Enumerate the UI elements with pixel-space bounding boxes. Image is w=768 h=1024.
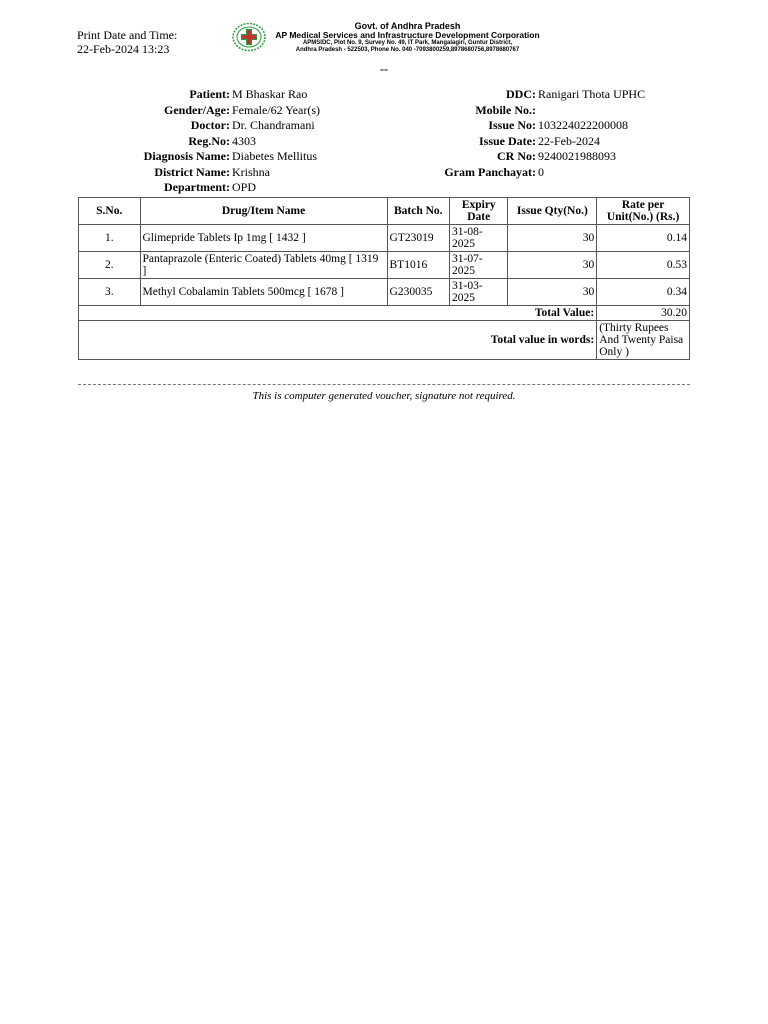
header-dashes: -- (380, 62, 388, 76)
print-date-block (77, 28, 177, 56)
info-value: Diabetes Mellitus (232, 149, 317, 163)
info-value: 4303 (232, 133, 256, 148)
organization-header (270, 22, 545, 54)
info-label: Mobile No.: (475, 102, 536, 117)
header-batch: Batch No. (387, 198, 450, 225)
info-label: Department: (164, 180, 230, 194)
org-name: AP Medical Services and Infrastructure Development Corporation (275, 30, 540, 40)
info-value: M Bhaskar Rao (232, 87, 308, 101)
header-drug: Drug/Item Name (140, 198, 387, 225)
drug-items-table (78, 197, 690, 360)
info-label: Doctor: (190, 118, 230, 132)
cell-drug: Pantaprazole (Enteric Coated) Tablets 40mg [ 1319 ] (140, 252, 387, 279)
dashed-divider (78, 384, 690, 385)
info-value: 103224022200008 (538, 118, 628, 132)
cell-sno: 1. (79, 225, 141, 252)
info-label: CR No: (497, 149, 536, 163)
cell-sno: 2. (79, 252, 141, 279)
info-label: DDC: (506, 87, 536, 101)
medical-cross-logo (231, 22, 267, 52)
info-value: Dr. Chandramani (232, 118, 315, 132)
table-header-row (79, 198, 690, 225)
total-value-label: Total Value: (79, 306, 597, 321)
info-label: Patient: (189, 87, 230, 101)
cell-qty: 30 (508, 225, 597, 252)
org-address-1: APMSIDC, Plot No. 9, Survey No. 49, IT Park, Mangalagiri, Guntur District, (302, 40, 513, 46)
info-label: Issue No: (488, 118, 536, 132)
cell-rate: 0.53 (597, 252, 690, 279)
footer-note: This is computer generated voucher, signature not required. (252, 390, 516, 402)
cell-qty: 30 (508, 279, 597, 306)
cell-expiry: 31-03-2025 (450, 279, 508, 306)
info-value: Krishna (232, 164, 270, 179)
info-label: Issue Date: (479, 133, 536, 148)
cell-drug: Methyl Cobalamin Tablets 500mcg [ 1678 ] (140, 279, 387, 306)
org-address-2: Andhra Pradesh - 522503, Phone No. 040 -7093800259,8978680756,8978680767 (295, 47, 520, 53)
total-words-label: Total value in words: (79, 321, 597, 360)
cell-batch: GT23019 (387, 225, 450, 252)
cell-batch: G230035 (387, 279, 450, 306)
cell-expiry: 31-08-2025 (450, 225, 508, 252)
info-label: Reg.No: (188, 133, 230, 148)
cell-expiry: 31-07-2025 (450, 252, 508, 279)
info-value: 9240021988093 (538, 149, 616, 163)
table-row (79, 252, 690, 279)
table-row (79, 225, 690, 252)
info-value: 22-Feb-2024 (538, 133, 600, 148)
total-words-row (79, 321, 690, 360)
cell-rate: 0.14 (597, 225, 690, 252)
header-rate: Rate per Unit(No.) (Rs.) (597, 198, 690, 225)
cell-rate: 0.34 (597, 279, 690, 306)
cell-drug: Glimepride Tablets Ip 1mg [ 1432 ] (140, 225, 387, 252)
info-value: 0 (538, 164, 544, 179)
org-govt: Govt. of Andhra Pradesh (354, 21, 461, 31)
info-label: Gram Panchayat: (444, 164, 536, 179)
info-value: Female/62 Year(s) (232, 102, 320, 117)
cell-qty: 30 (508, 252, 597, 279)
header-sno: S.No. (79, 198, 141, 225)
print-date-label: Print Date and Time: (77, 28, 178, 42)
info-label: Gender/Age: (164, 102, 230, 117)
cell-batch: BT1016 (387, 252, 450, 279)
header-expiry: Expiry Date (450, 198, 508, 225)
total-value-amount: 30.20 (597, 306, 690, 321)
header-qty: Issue Qty(No.) (508, 198, 597, 225)
info-label: District Name: (154, 164, 230, 179)
cell-sno: 3. (79, 279, 141, 306)
print-date-value: 22-Feb-2024 13:23 (77, 42, 170, 56)
info-label: Diagnosis Name: (143, 149, 230, 163)
info-value: Ranigari Thota UPHC (538, 87, 646, 101)
info-value: OPD (232, 180, 257, 194)
table-row (79, 279, 690, 306)
total-words-value: (Thirty Rupees And Twenty Paisa Only ) (597, 321, 690, 360)
total-value-row (79, 306, 690, 321)
